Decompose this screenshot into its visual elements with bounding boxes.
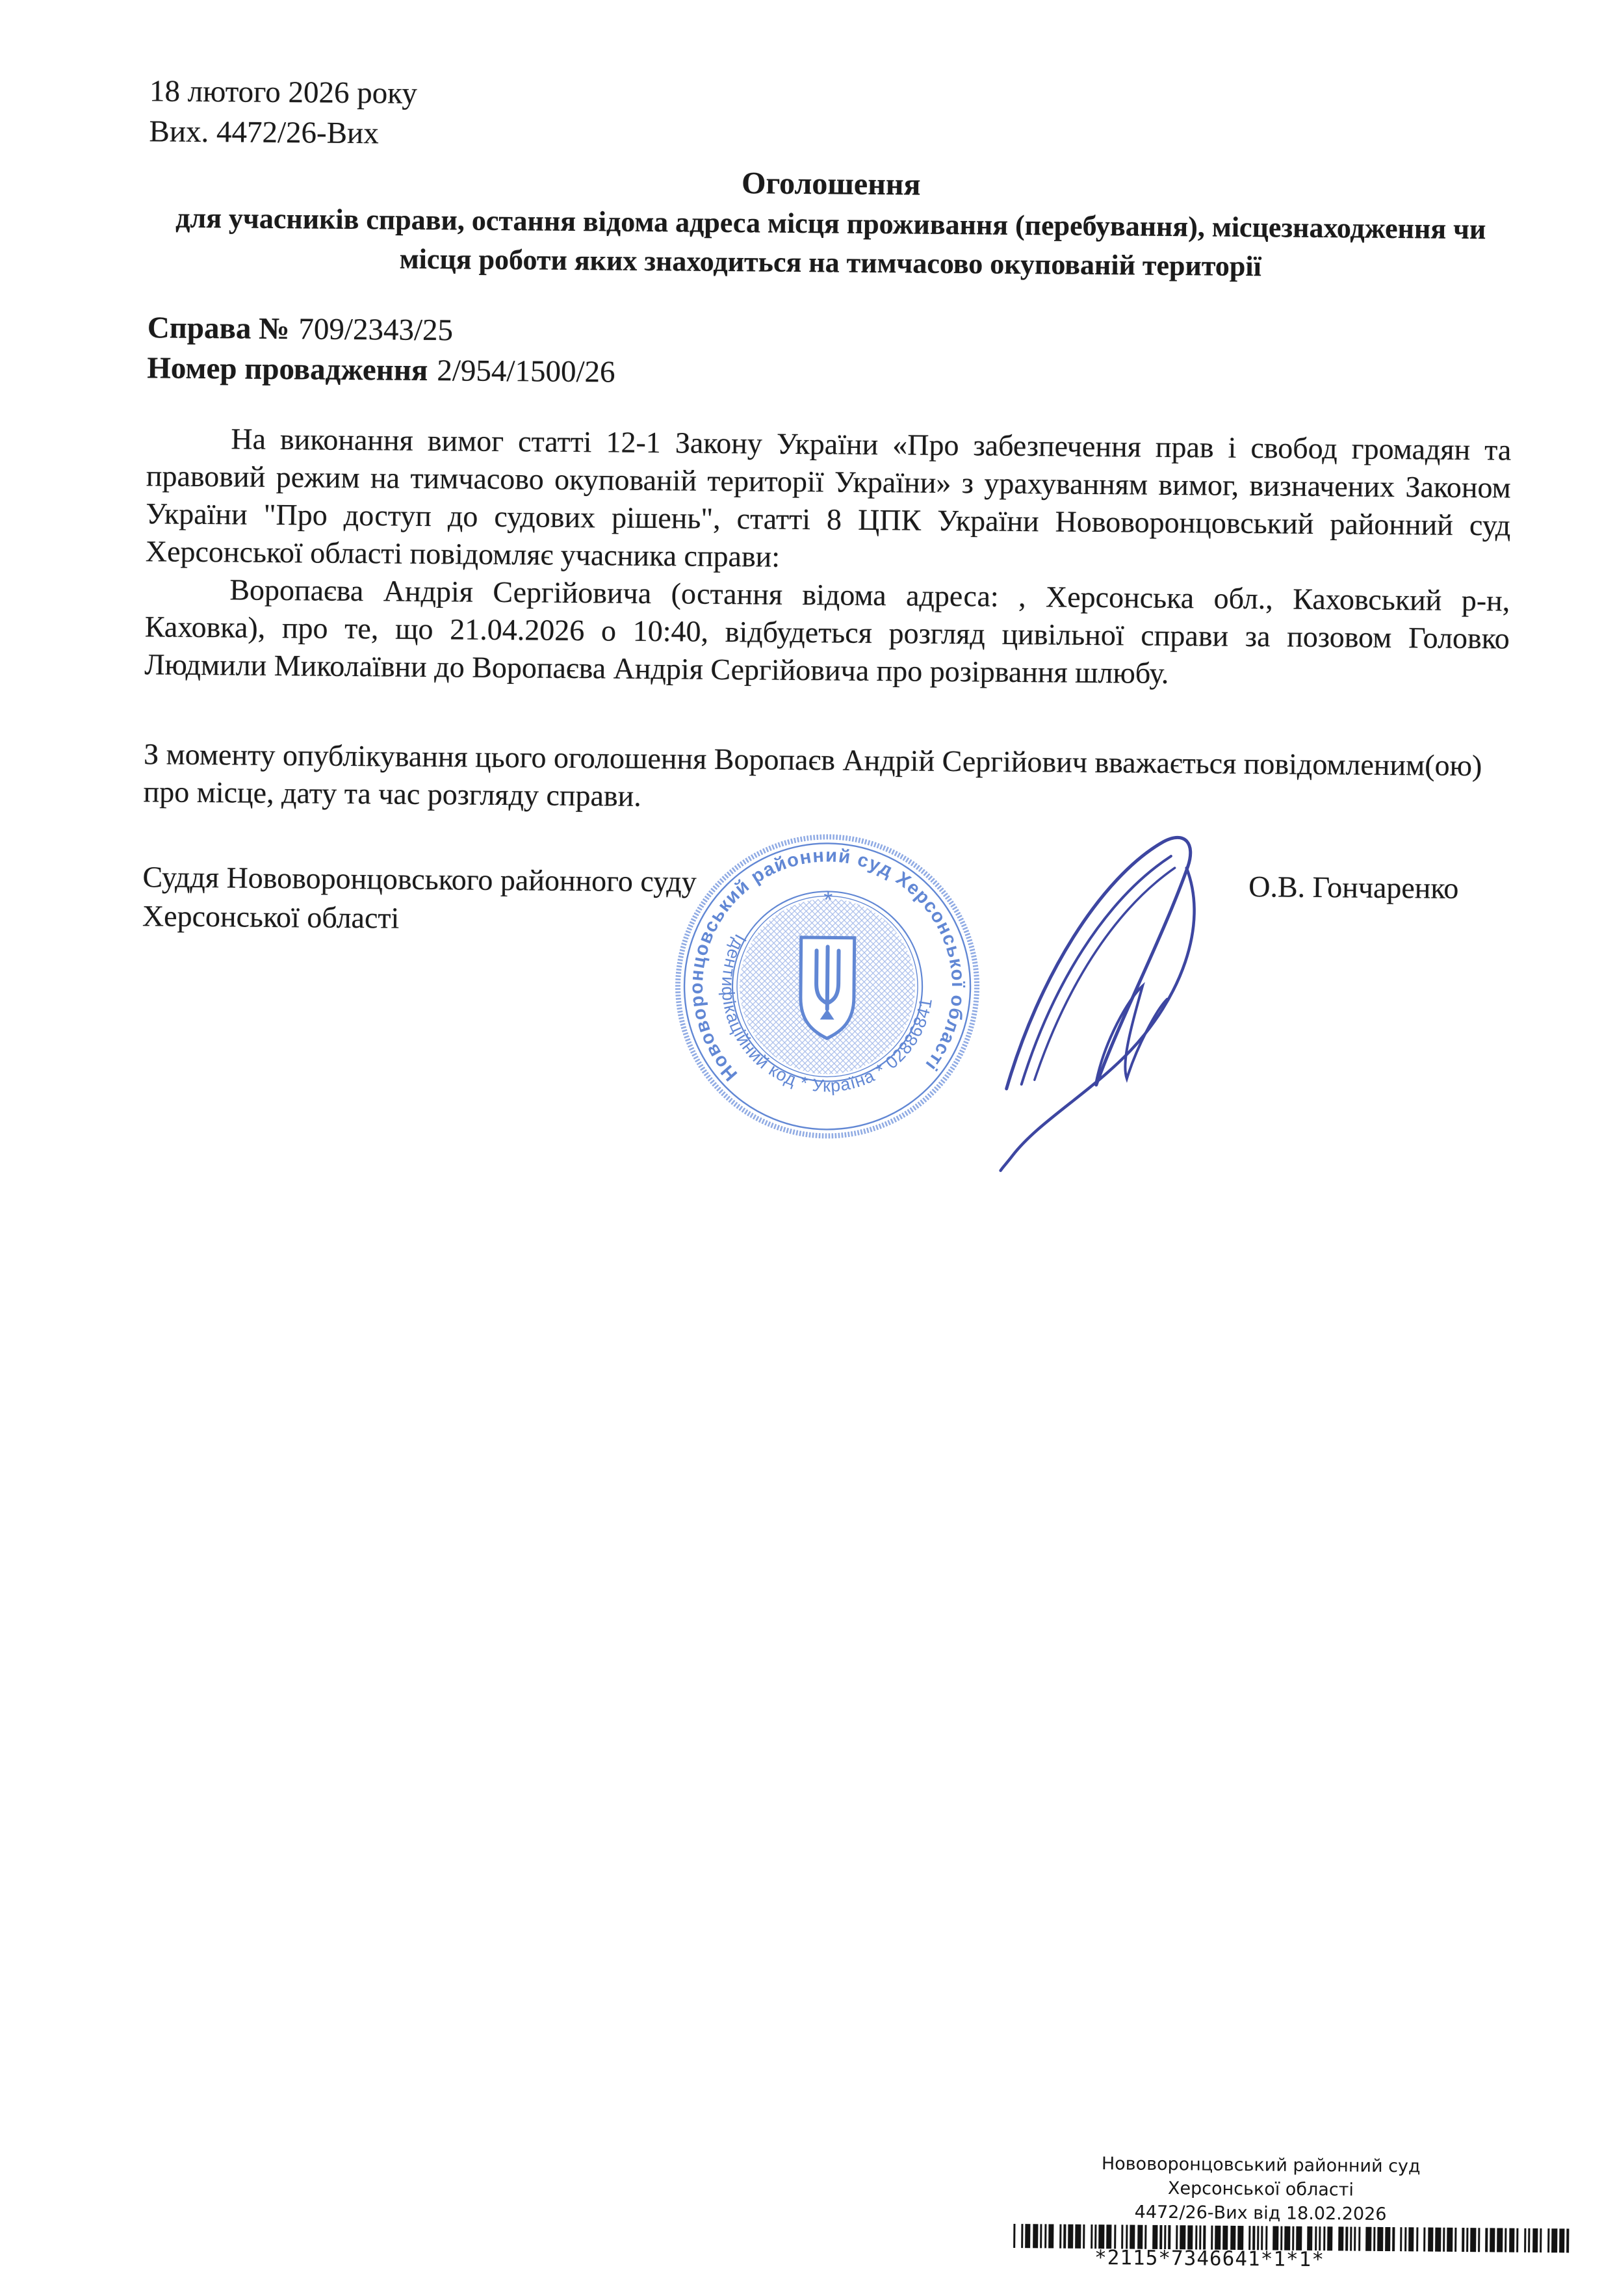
paragraph-hearing-notification: Воропаєва Андрія Сергійовича (остання відома адреса: , Херсонська обл., Каховський р-н, Каховка), про те, що 21.04.2026 о 10:40, відбудеться розгляд цивільної справи за позовом Головко Людмили Миколаївни до Воропаєва Андрія Сергійовича про розірвання шлюбу. [144, 573, 1510, 690]
paragraph-legal-basis: На виконання вимог статті 12-1 Закону України «Про забезпечення прав і свобод громадян та правовий режим на тимчасово окупованій території України» з урахуванням вимог, визначених Законом України "Про доступ до судових рішень", статті 8 ЦПК України Нововоронцовський районний суд Херсонської області повідомляє учасника справи: [145, 422, 1512, 573]
barcode-gap [1116, 2224, 1122, 2249]
barcode-bar [1187, 2225, 1193, 2249]
barcode-bar [1284, 2226, 1290, 2250]
barcode-bar [1365, 2227, 1371, 2251]
footer-ref-and-date: 4472/26-Вих від 18.02.2026 [1134, 2202, 1387, 2224]
barcode-gap [1054, 2224, 1060, 2249]
stamp-inner-text: Ідентифікаційний код * Україна * 02886841 [717, 931, 937, 1096]
barcode-gap [1302, 2226, 1308, 2250]
case-number-label: Справа № [147, 311, 290, 346]
barcode-gap [1015, 2224, 1021, 2248]
barcode-bar [1048, 2224, 1054, 2248]
barcode-bar [1447, 2228, 1453, 2252]
barcode-bar [1068, 2224, 1074, 2249]
proceeding-number-value: 2/954/1500/26 [437, 354, 615, 389]
paragraph-deemed-notified: З моменту опублікування цього оголошення Воропаєв Андрій Сергійович вважається повідомленим(ою) про місце, дату та час розгляду справи. [143, 737, 1482, 813]
barcode-text: *2115*7346641*1*1* [1094, 2246, 1325, 2272]
judge-title-line1: Суддя Нововоронцовського районного суду [142, 860, 697, 898]
barcode-gap [1418, 2227, 1424, 2251]
barcode-bar [1273, 2226, 1278, 2250]
barcode-bar [1106, 2224, 1112, 2249]
judge-name: О.В. Гончаренко [1248, 870, 1459, 905]
barcode-gap [1170, 2225, 1176, 2249]
header-block [149, 71, 1514, 163]
barcode-bar [1296, 2226, 1302, 2250]
barcode-gap [1518, 2228, 1524, 2252]
document-date: 18 лютого 2026 року [149, 74, 418, 111]
footer-court-name: Нововоронцовський районний суд [1101, 2154, 1421, 2177]
barcode-bar [1490, 2228, 1495, 2252]
barcode-gap [1085, 2224, 1091, 2249]
outgoing-ref-number: Вих. 4472/26-Вих [149, 114, 379, 151]
barcode-bar [1435, 2228, 1441, 2252]
footer-court-region: Херсонської області [1167, 2178, 1354, 2200]
barcode-bar [1338, 2226, 1344, 2250]
judge-title-block [142, 857, 697, 940]
barcode-bar [1215, 2226, 1221, 2250]
barcode-bar [1099, 2224, 1105, 2249]
barcode-bar [1307, 2226, 1313, 2250]
case-number-value: 709/2343/25 [298, 312, 454, 348]
barcode-bar [1566, 2228, 1569, 2252]
barcode-bar [1377, 2227, 1383, 2251]
barcode-bar [1237, 2226, 1243, 2250]
barcode-gap [1206, 2226, 1211, 2250]
barcode-gap [1360, 2227, 1366, 2251]
barcode-bar [1509, 2228, 1515, 2252]
document-subtitle: для учасників справи, остання відома адреса місця проживання (перебування), місцезнаходження чи місця роботи яких знаходиться на тимчасово окупованій території [175, 202, 1486, 283]
barcode-bar [1559, 2228, 1565, 2252]
barcode-gap [1147, 2225, 1153, 2249]
barcode-gap [1395, 2227, 1401, 2251]
barcode-gap [1456, 2228, 1462, 2252]
barcode-bar [1152, 2225, 1158, 2249]
footer-court-info [1011, 2151, 1510, 2228]
barcode-bar [1230, 2226, 1236, 2250]
barcode-bar [1222, 2226, 1228, 2250]
barcode-bar [1137, 2225, 1143, 2249]
barcode-bar [1551, 2228, 1557, 2252]
barcode-bar [1428, 2228, 1434, 2252]
barcode-bar [1532, 2228, 1538, 2252]
barcode-gap [1333, 2226, 1339, 2250]
barcode-bar [1385, 2227, 1391, 2251]
barcode-bar [1025, 2224, 1031, 2248]
barcode-bar [1497, 2228, 1503, 2252]
stamp-outer-text: Нововоронцовський районний суд Херсонської області [686, 845, 969, 1085]
barcode-gap [1542, 2228, 1547, 2252]
coat-of-arms-shield-icon [800, 937, 854, 1039]
barcode-bar [1470, 2228, 1476, 2252]
barcode-bar [1408, 2227, 1414, 2251]
case-info-block [147, 307, 1512, 400]
barcode-bar [1327, 2226, 1333, 2250]
court-seal-stamp [667, 831, 988, 1142]
document-title: Оголошення [741, 166, 921, 202]
document-body [142, 71, 1515, 947]
judge-title-line2: Херсонської області [142, 899, 400, 935]
proceeding-number-label: Номер провадження [147, 351, 428, 388]
barcode-bar [1130, 2225, 1135, 2249]
barcode-gap [1267, 2226, 1273, 2250]
barcode-gap [1243, 2226, 1249, 2250]
barcode-bar [1180, 2225, 1185, 2249]
barcode-bar [1033, 2224, 1039, 2248]
barcode-gap [1480, 2228, 1486, 2252]
handwritten-signature [953, 822, 1255, 1179]
barcode-bar [1075, 2224, 1081, 2249]
